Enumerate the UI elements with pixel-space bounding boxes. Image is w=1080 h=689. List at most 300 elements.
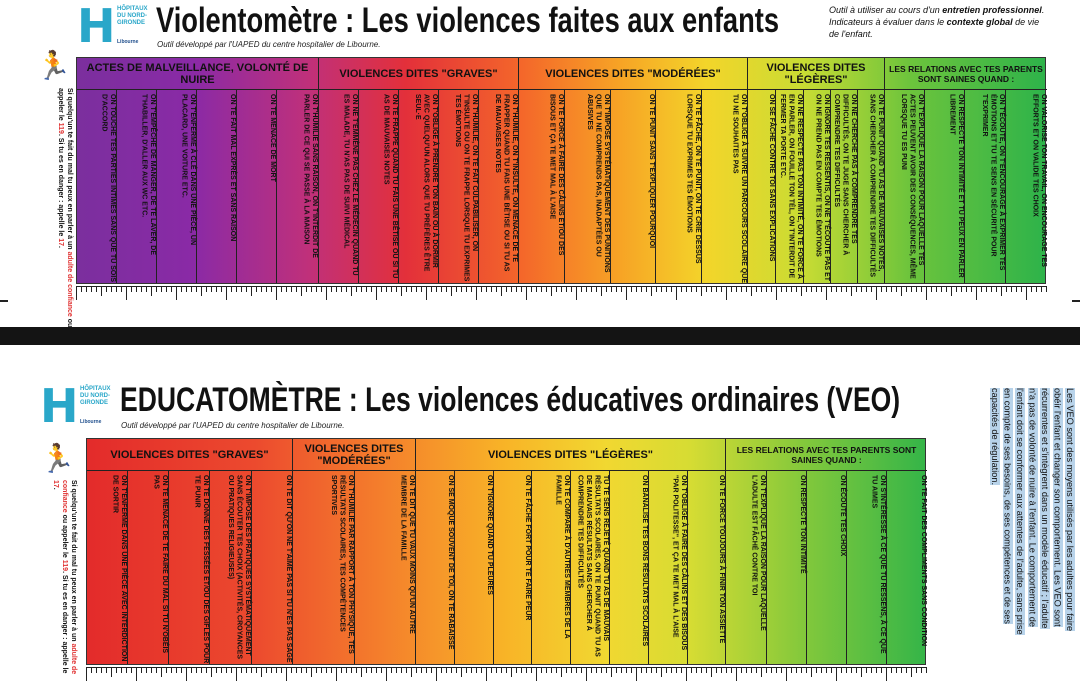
ruler-tick xyxy=(416,286,417,292)
ruler-tick xyxy=(716,667,717,673)
ruler-tick xyxy=(881,667,882,673)
ruler-tick xyxy=(786,667,787,681)
scale-item: ON TE MENACE DE TE FAIRE DU MAL SI TU N'OBÉIS PAS xyxy=(128,471,169,664)
ruler-tick xyxy=(201,286,202,296)
ruler-tick xyxy=(161,286,162,292)
scale-item: ON T'IMPOSE SYSTÉMATIQUEMENT DES PUNITIONS QUE TU NE COMPRENDS PAS, INADAPTÉES OU ABUSIVES xyxy=(565,90,611,283)
ruler-tick xyxy=(86,667,87,681)
ruler-tick xyxy=(326,667,327,673)
ruler-tick xyxy=(856,667,857,673)
ruler-tick xyxy=(121,667,122,673)
ruler-tick xyxy=(771,286,772,292)
ruler-tick xyxy=(736,667,737,681)
ruler-tick xyxy=(716,286,717,292)
ruler-tick xyxy=(241,286,242,292)
logo-subtext: Libourne xyxy=(117,39,139,45)
ruler-tick xyxy=(501,286,502,296)
ruler-tick xyxy=(1016,286,1017,292)
scale-item: ON IGNORE TES RESSENTIS, ON NE T'ÉCOUTE PAS ET ON NE PREND PAS EN COMPTE TES ÉMOTIONS xyxy=(804,90,831,283)
ruler-tick xyxy=(616,667,617,673)
ruler-tick xyxy=(376,667,377,673)
header-moderees: VIOLENCES DITES "MODÉRÉES" xyxy=(293,439,416,471)
ruler-tick xyxy=(536,667,537,681)
ruler-tick xyxy=(191,667,192,673)
ruler-tick xyxy=(721,286,722,292)
ruler-tick xyxy=(226,286,227,300)
ruler-tick xyxy=(381,286,382,292)
ruler-tick xyxy=(1036,286,1037,292)
ruler-tick xyxy=(111,286,112,292)
ruler-tick xyxy=(896,286,897,292)
ruler-tick xyxy=(821,286,822,292)
ruler-tick xyxy=(561,667,562,677)
ruler-tick xyxy=(726,286,727,300)
ruler-tick xyxy=(366,667,367,673)
ruler-tick xyxy=(91,286,92,292)
ruler-tick xyxy=(691,286,692,292)
ruler-tick xyxy=(186,667,187,681)
scale-item: ON T'ENFERME À CLÉ DANS UNE PIÈCE, UN PLACARD, UNE VOITURE ETC. xyxy=(157,90,197,283)
ruler-tick xyxy=(276,286,277,300)
ruler-tick xyxy=(661,667,662,677)
ruler-tick xyxy=(426,667,427,673)
ruler-tick xyxy=(846,667,847,673)
ruler-tick xyxy=(976,286,977,300)
ruler-tick xyxy=(236,667,237,681)
ruler-tick xyxy=(126,667,127,673)
ruler-tick xyxy=(836,667,837,681)
ruler-tick xyxy=(231,667,232,673)
ruler-tick xyxy=(586,667,587,681)
ruler-tick xyxy=(466,286,467,292)
ruler-tick xyxy=(526,286,527,300)
ruler-tick xyxy=(1031,286,1032,292)
ruler-tick xyxy=(86,286,87,292)
header-malveillance: ACTES DE MALVEILLANCE, VOLONTÉ DE NUIRE xyxy=(77,58,319,90)
ruler-tick xyxy=(601,286,602,296)
ruler-tick xyxy=(141,667,142,673)
ruler-tick xyxy=(551,667,552,673)
ruler-tick xyxy=(141,286,142,292)
ruler-tick xyxy=(656,286,657,292)
scale-item: ON TE FORCE À FAIRE DES CÂLINS ET/OU DES BISOUS ET ÇA TE MET MAL À L'AISE xyxy=(519,90,565,283)
ruler-tick xyxy=(896,667,897,673)
ruler-tick xyxy=(301,667,302,673)
ruler-tick xyxy=(391,286,392,292)
ruler-tick xyxy=(736,286,737,292)
ruler-tick xyxy=(381,667,382,673)
ruler-tick xyxy=(156,667,157,673)
ruler-tick xyxy=(541,667,542,673)
ruler-tick xyxy=(906,667,907,673)
ruler-tick xyxy=(291,667,292,673)
ruler-tick xyxy=(641,286,642,292)
ruler-tick xyxy=(341,667,342,673)
ruler-tick xyxy=(541,286,542,292)
help-hotline-text: Si quelqu'un te fait du mal tu peux en parler à un adulte de confiance ou appeler le 119. Si tu es en danger : appelle le 17. xyxy=(52,480,77,675)
ruler-tick xyxy=(176,667,177,673)
scale-item: ON TE DIT QUE TU VAUX MOINS QU'UN AUTRE MEMBRE DE LA FAMILLE xyxy=(355,471,416,664)
ruler-tick xyxy=(581,286,582,292)
ruler-tick xyxy=(666,286,667,292)
scale-item: ON T'OBLIGE À FAIRE DES CÂLINS ET DES BISOUS "PAR POLITESSE", ET ÇA TE MET MAL À L'AISE xyxy=(649,471,688,664)
ruler-tick xyxy=(706,286,707,292)
ruler-tick xyxy=(531,667,532,673)
ruler-tick xyxy=(841,667,842,673)
ruler-tick xyxy=(211,286,212,292)
ruler-tick xyxy=(791,286,792,292)
ruler-tick xyxy=(416,667,417,673)
ruler-tick xyxy=(526,667,527,673)
ruler-tick xyxy=(241,667,242,673)
ruler-tick xyxy=(936,286,937,292)
ruler-tick xyxy=(631,667,632,673)
ruler-tick xyxy=(496,667,497,673)
ruler-tick xyxy=(731,667,732,673)
scale-item: ON T'HUMILIE SANS RAISON, ON T'INTERDIT DE PARLER DE CE QUI SE PASSE À LA MAISON xyxy=(277,90,319,283)
ruler-tick xyxy=(471,667,472,673)
ruler-tick xyxy=(661,286,662,292)
ruler-tick xyxy=(266,286,267,292)
ruler-tick xyxy=(251,667,252,673)
ruler-tick xyxy=(271,286,272,292)
ruler-tick xyxy=(281,667,282,673)
ruler-tick xyxy=(891,286,892,292)
scale-item: ON T'ENFERME DANS UNE PIÈCE AVEC INTERDICTION DE SORTIR xyxy=(87,471,128,664)
ruler-tick xyxy=(146,286,147,292)
ruler-tick xyxy=(521,286,522,292)
ruler-tick xyxy=(851,286,852,296)
scale-item: ON BANALISE TES BONS RÉSULTATS SCOLAIRES xyxy=(610,471,649,664)
ruler-tick xyxy=(831,667,832,673)
scale-item: ON TE FAIT DES COMPLIMENTS SANS CONDITION xyxy=(920,475,927,647)
ruler-tick xyxy=(201,667,202,673)
ruler-tick xyxy=(781,667,782,673)
ruler-tick xyxy=(856,286,857,292)
ruler-tick xyxy=(176,286,177,300)
header-relations-saines: LES RELATIONS AVEC TES PARENTS SONT SAINES QUAND : xyxy=(885,58,1047,90)
ruler-tick xyxy=(81,286,82,292)
ruler-tick xyxy=(811,286,812,292)
ruler-tick xyxy=(446,286,447,292)
ruler-tick xyxy=(206,667,207,673)
ruler-tick xyxy=(436,667,437,681)
ruler-tick xyxy=(731,286,732,292)
ruler-tick xyxy=(346,667,347,673)
scale-item: ON NE T'EMMÈNE PAS CHEZ LE MÉDECIN QUAND TU ES MALADE, TU N'AS PAS DE SUIVI MÉDICAL xyxy=(319,90,359,283)
ruler-tick xyxy=(76,286,77,300)
ruler-tick xyxy=(566,286,567,292)
ruler-tick xyxy=(431,286,432,292)
usage-note: Outil à utiliser au cours d'un entretien professionnel. Indicateurs à évaluer dans le contexte global de vie de l'enfant. xyxy=(829,5,1045,39)
ruler-tick xyxy=(921,286,922,292)
header-relations-saines: LES RELATIONS AVEC TES PARENTS SONT SAINES QUAND : xyxy=(726,439,927,471)
ruler-tick xyxy=(266,667,267,673)
ruler-tick xyxy=(556,667,557,673)
ruler-tick xyxy=(576,667,577,673)
ruler-tick xyxy=(166,667,167,673)
ruler-tick xyxy=(371,286,372,292)
ruler-tick xyxy=(681,667,682,673)
ruler-tick xyxy=(386,667,387,681)
scale-item: ON T'EXPLIQUE LA RAISON POUR LAQUELLE L'ADULTE EST FÂCHÉ CONTRE TOI xyxy=(726,471,767,664)
ruler-tick xyxy=(441,667,442,673)
panel-divider xyxy=(0,327,1080,345)
ruler-tick xyxy=(426,286,427,300)
ruler-tick xyxy=(726,667,727,673)
ruler-tick xyxy=(806,667,807,673)
scale-item: ON NE RESPECTE PAS TON INTIMITÉ, ON TE FORCE À EN PARLER, ON FOUILLE TON TÉL, ON T'INTERDIT DE FERMER TA PORTE ETC. xyxy=(776,90,804,283)
ruler-tick xyxy=(861,286,862,292)
ruler-tick xyxy=(746,667,747,673)
ruler-tick xyxy=(246,667,247,673)
ruler-tick xyxy=(316,667,317,673)
ruler-tick xyxy=(741,667,742,673)
ruler-tick xyxy=(341,286,342,292)
ruler-tick xyxy=(791,667,792,673)
ruler-tick xyxy=(196,667,197,673)
ruler-tick xyxy=(101,286,102,296)
scale-item: ON T'HUMILIE PAR RAPPORT À TON PHYSIQUE, TES RÉSULTATS SCOLAIRES, TES COMPÉTENCES SPORTIVES xyxy=(293,471,355,664)
ruler-tick xyxy=(296,667,297,673)
ruler-tick xyxy=(246,286,247,292)
scale-item: ON T'ÉCOUTE, ON T'ENCOURAGE À EXPRIMER TES ÉMOTIONS ET TU TE SENS EN SÉCURITÉ POUR T'EXPRIMER xyxy=(965,90,1006,283)
ruler-tick xyxy=(286,286,287,292)
ruler-tick xyxy=(786,286,787,292)
ruler-tick xyxy=(651,667,652,673)
scale-item: ON T'HUMILIE, ON TE FAIT CULPABILISER, ON T'INSULTE OU ON TE FRAPPE LORSQUE TU EXPRIMES TES ÉMOTIONS xyxy=(439,90,479,283)
ruler-tick xyxy=(161,667,162,677)
ruler-tick xyxy=(136,667,137,681)
ruler-tick xyxy=(511,286,512,292)
ruler-tick xyxy=(626,286,627,300)
ruler-tick xyxy=(876,667,877,673)
ruler-tick xyxy=(361,667,362,677)
ruler-tick xyxy=(261,286,262,292)
ruler-tick xyxy=(311,286,312,292)
ruler-tick xyxy=(676,667,677,673)
ruler-tick xyxy=(721,667,722,673)
ruler-tick xyxy=(741,286,742,292)
ruler-tick xyxy=(606,286,607,292)
logo-h-icon: H xyxy=(77,0,116,53)
ruler-tick xyxy=(296,286,297,292)
ruler-tick xyxy=(646,286,647,292)
ruler-tick xyxy=(446,667,447,673)
scale-item: ON SE FÂCHE CONTRE TOI SANS EXPLICATIONS xyxy=(748,90,776,283)
ruler-tick xyxy=(571,667,572,673)
ruler-tick xyxy=(586,286,587,292)
ruler-tick xyxy=(411,667,412,677)
ruler-tick xyxy=(806,286,807,292)
ruler-tick xyxy=(271,667,272,673)
ruler-tick xyxy=(956,286,957,292)
ruler-tick xyxy=(511,667,512,677)
ruler-tick xyxy=(986,286,987,292)
ruler-tick xyxy=(706,667,707,673)
ruler-tick xyxy=(181,667,182,673)
ruler-tick xyxy=(966,286,967,292)
ruler-tick xyxy=(906,286,907,292)
ruler-tick xyxy=(911,667,912,677)
ruler-tick xyxy=(186,286,187,292)
ruler-tick xyxy=(901,286,902,296)
ruler-tick xyxy=(701,667,702,673)
ruler-tick xyxy=(756,286,757,292)
ruler-tick xyxy=(666,667,667,673)
ruler-tick xyxy=(306,286,307,292)
ruler-tick xyxy=(766,286,767,292)
scale-item: ON T'IGNORE QUAND TU PLEURES xyxy=(455,471,494,664)
logo-text: HÔPITAUX DU NORD-GIRONDE xyxy=(117,6,148,26)
ruler-tick xyxy=(291,286,292,292)
ruler-tick xyxy=(231,286,232,292)
header-moderees: VIOLENCES DITES "MODÉRÉES" xyxy=(519,58,748,90)
ruler-tick xyxy=(116,286,117,292)
scale-item: ON TE DONNE DES FESSÉES ET/OU DES GIFLES POUR TE PUNIR xyxy=(169,471,210,664)
ruler-tick xyxy=(206,286,207,292)
ruler-tick xyxy=(276,667,277,673)
scale-item: ON TE PUNIT SANS T'EXPLIQUER POURQUOI xyxy=(611,90,656,283)
ruler-tick xyxy=(301,286,302,296)
ruler-tick xyxy=(486,286,487,292)
ruler-tick xyxy=(531,286,532,292)
ruler-tick xyxy=(696,286,697,292)
ruler-tick xyxy=(351,286,352,296)
ruler-tick xyxy=(306,667,307,673)
ruler-tick xyxy=(1006,286,1007,292)
ruler-tick xyxy=(641,667,642,673)
ruler-tick xyxy=(866,667,867,673)
logo-subtext: Libourne xyxy=(80,419,102,425)
ruler-tick xyxy=(1021,286,1022,292)
ruler-tick xyxy=(796,667,797,673)
ruler-tick xyxy=(581,667,582,673)
ruler-tick xyxy=(481,667,482,673)
ruler-tick xyxy=(151,667,152,673)
ruler-tick xyxy=(866,286,867,292)
ruler-tick xyxy=(256,286,257,292)
ruler-tick xyxy=(831,286,832,292)
ruler-tick xyxy=(166,286,167,292)
ruler-tick xyxy=(506,667,507,673)
ruler-tick xyxy=(106,286,107,292)
ruler-tick xyxy=(591,286,592,292)
scale-item: ON ÉCOUTE TES CHOIX xyxy=(807,471,847,664)
ruler-tick xyxy=(626,667,627,673)
ruler-tick xyxy=(591,667,592,673)
header-legeres: VIOLENCES DITES "LÉGÈRES" xyxy=(748,58,885,90)
ruler-tick xyxy=(476,286,477,300)
ruler-tick xyxy=(366,286,367,292)
ruler-tick xyxy=(611,667,612,677)
ruler-tick xyxy=(461,667,462,677)
ruler-tick xyxy=(501,667,502,673)
scale-item: ON TE COMPARE À D'AUTRES MEMBRES DE LA FAMILLE xyxy=(532,471,571,664)
ruler-tick xyxy=(406,667,407,673)
ruler-tick xyxy=(281,286,282,292)
scale-item: ON TE FORCE TOUJOURS À FINIR TON ASSIETTE xyxy=(688,471,726,664)
ruler-tick xyxy=(451,667,452,673)
ruler-tick xyxy=(776,667,777,673)
ruler-tick xyxy=(191,286,192,292)
ruler-tick xyxy=(356,667,357,673)
ruler-tick xyxy=(171,286,172,292)
violence-scale xyxy=(76,57,1046,284)
ruler-tick xyxy=(751,286,752,296)
ruler-tick xyxy=(171,667,172,673)
page-subtitle: Outil développé par l'UAPED du centre hospitalier de Libourne. xyxy=(157,40,381,49)
scale-item: ON T'IMPOSE DES PRATIQUES SYSTÉMATIQUEMENT SANS ÉCOUTER TES CHOIX (ACTIVITÉS, CROYANCES OU PRATIQUES RELIGIEUSES) xyxy=(210,471,252,664)
ruler-tick xyxy=(871,667,872,673)
ruler-tick xyxy=(826,667,827,673)
ruler-tick xyxy=(946,286,947,292)
ruler-tick xyxy=(146,667,147,673)
ruler-tick xyxy=(961,286,962,292)
ruler-tick xyxy=(216,667,217,673)
ruler-tick xyxy=(931,286,932,292)
ruler-tick xyxy=(361,286,362,292)
ruler-tick xyxy=(621,667,622,673)
ruler-tick xyxy=(451,286,452,296)
ruler-tick xyxy=(821,667,822,673)
scale-item: ON RESPECTE TON INTIMITÉ xyxy=(767,471,807,664)
hospital-logo xyxy=(77,0,149,53)
ruler-tick xyxy=(121,286,122,292)
ruler-tick xyxy=(816,667,817,673)
ruler-tick xyxy=(331,286,332,292)
ruler-tick xyxy=(396,667,397,673)
ruler-tick xyxy=(981,286,982,292)
ruler-tick xyxy=(411,286,412,292)
ruler-tick xyxy=(916,286,917,292)
ruler-tick xyxy=(686,286,687,292)
ruler-tick xyxy=(336,667,337,681)
ruler-tick xyxy=(861,667,862,677)
page-title: EDUCATOMÈTRE : Les violences éducatives ordinaires (VEO) xyxy=(120,381,901,419)
ruler-tick xyxy=(316,286,317,292)
help-hotline-text: Si quelqu'un te fait du mal tu peux en parler à un adulte de confiance ou appeler le 119. Si tu es en danger : appelle le 17. xyxy=(57,88,73,328)
header-graves: VIOLENCES DITES "GRAVES" xyxy=(319,58,519,90)
ruler-tick xyxy=(561,286,562,292)
ruler-tick xyxy=(196,286,197,292)
ruler-tick xyxy=(256,667,257,673)
ruler-tick xyxy=(386,286,387,292)
ruler-tick xyxy=(286,667,287,681)
ruler-tick xyxy=(686,667,687,681)
ruler-tick xyxy=(846,286,847,292)
child-figure-icon: 🏃 xyxy=(36,49,71,82)
ruler-tick xyxy=(506,286,507,292)
ruler-tick xyxy=(321,286,322,292)
scale-item: ON T'OBLIGE À SUIVRE UN PARCOURS SCOLAIRE QUE TU NE SOUHAITES PAS xyxy=(702,90,748,283)
scale-item: ON T'OBLIGE À PRENDRE TON BAIN OU À DORMIR AVEC QUELQU'UN ALORS QUE TU PRÉFÈRES ÊTRE SEUL·E xyxy=(399,90,439,283)
ruler-tick xyxy=(226,667,227,673)
ruler-tick xyxy=(576,286,577,300)
ruler-tick xyxy=(401,286,402,296)
ruler-tick xyxy=(396,286,397,292)
ruler-tick xyxy=(681,286,682,292)
ruler-tick xyxy=(566,667,567,673)
ruler-tick xyxy=(746,286,747,292)
ruler-tick xyxy=(91,667,92,673)
ruler-tick xyxy=(261,667,262,677)
ruler-tick xyxy=(756,667,757,673)
ruler-tick xyxy=(106,667,107,673)
ruler-tick xyxy=(251,286,252,296)
logo-text: HÔPITAUX DU NORD-GIRONDE xyxy=(80,386,111,406)
ruler-tick xyxy=(456,667,457,673)
